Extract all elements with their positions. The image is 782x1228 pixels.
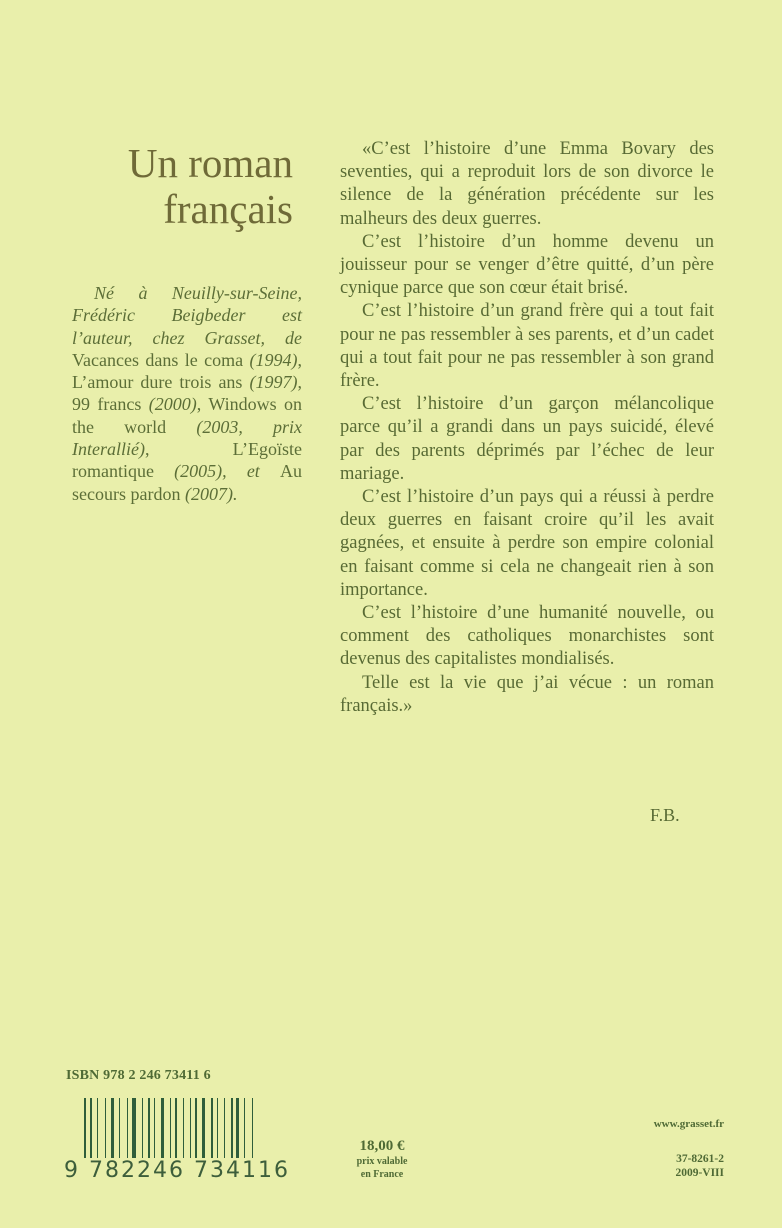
- title-line-1: Un roman: [127, 140, 293, 186]
- publisher-block: [590, 1118, 724, 1180]
- blurb-paragraph: C’est l’histoire d’un garçon mélancolique parce qu’il a grandi dans un pays suicidé, élevé par des parents déprimés par l’échec de leur mariage.: [340, 394, 714, 484]
- bio-segment: (2000): [148, 394, 197, 415]
- price-block: [340, 1138, 424, 1181]
- bio-segment: Vacances dans le coma: [72, 349, 250, 370]
- publisher-url[interactable]: www.grasset.fr: [653, 1118, 724, 1130]
- book-title: [100, 140, 293, 232]
- bio-segment: , 99 francs: [72, 372, 302, 415]
- blurb-paragraph: C’est l’histoire d’un grand frère qui a tout fait pour ne pas ressembler à ses parents, et d’un cadet qui a tout fait pour ne pas ressembler à son grand frère.: [340, 301, 714, 392]
- bio-segment: Au secours pardon: [72, 461, 302, 504]
- blurb: [340, 138, 714, 718]
- blurb-paragraph: C’est l’histoire d’un homme devenu un jouisseur pour se venger d’être quitté, d’un père cynique parce que son cœur était brisé.: [340, 231, 714, 299]
- price-note-2: en France: [360, 1169, 404, 1180]
- bio-segment: (2003, prix Interallié): [72, 416, 302, 460]
- bio-segment: Né à Neuilly-sur-Seine, Frédéric Beigbeder est l’auteur, chez Grasset, de: [72, 283, 302, 348]
- isbn-label: ISBN 978 2 246 73411 6: [66, 1068, 211, 1083]
- bio-segment: , L’Egoïste romantique: [72, 439, 302, 482]
- price-amount: 18,00 €: [359, 1138, 405, 1154]
- bio-segment: , L’amour dure trois ans: [72, 349, 302, 393]
- author-bio: [72, 282, 302, 505]
- blurb-paragraph: C’est l’histoire d’un pays qui a réussi à perdre deux guerres en faisant croire qu’il les avait gagnées, et ensuite à perdre son empire colonial en faisant comme si cela ne changeait rien à son importance.: [340, 487, 714, 600]
- bio-segment: , Windows on the world: [72, 394, 302, 437]
- bio-paragraph: [72, 282, 302, 505]
- signature: F.B.: [650, 805, 680, 825]
- barcode-icon: [84, 1098, 254, 1158]
- price-note-1: prix valable: [356, 1156, 408, 1167]
- title-line-2: français: [163, 186, 293, 232]
- bio-segment: (2007).: [184, 483, 238, 504]
- publisher-code-1: 37-8261-2: [676, 1153, 724, 1165]
- bio-segment: (1997): [249, 372, 298, 393]
- barcode-digits: 9 782246 734116: [64, 1158, 290, 1183]
- bio-segment: (1994): [249, 349, 298, 370]
- blurb-paragraph: «C’est l’histoire d’une Emma Bovary des seventies, qui a reproduit lors de son divorce le silence de la génération précédente sur les malheurs des deux guerres.: [340, 139, 714, 229]
- bio-segment: (2005), et: [174, 461, 280, 482]
- publisher-code-2: 2009-VIII: [675, 1167, 724, 1179]
- blurb-paragraph: Telle est la vie que j’ai vécue : un roman français.»: [340, 672, 714, 716]
- blurb-paragraph: C’est l’histoire d’une humanité nouvelle, ou comment des catholiques monarchistes sont devenus des capitalistes mondialisés.: [340, 603, 714, 670]
